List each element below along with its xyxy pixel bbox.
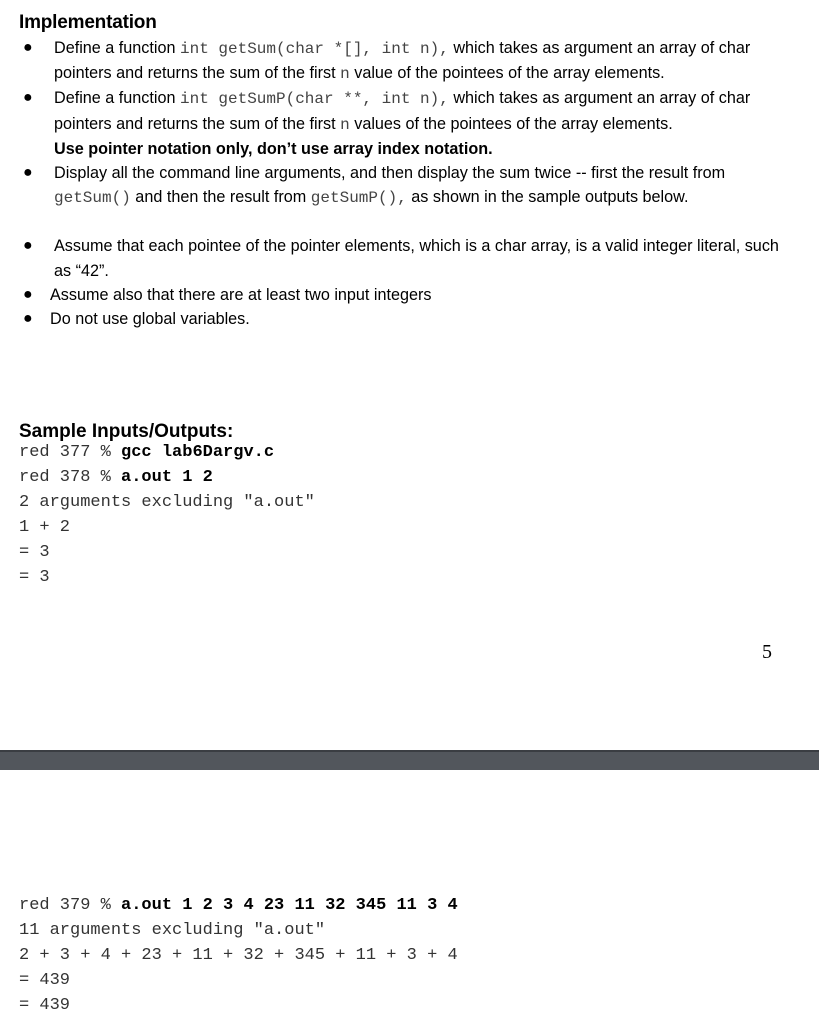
terminal-line: 1 + 2 — [19, 518, 71, 537]
terminal-line: red 379 % a.out 1 2 3 4 23 11 32 345 11 3 4 — [19, 896, 458, 915]
bullet-icon: ● — [23, 237, 33, 255]
terminal-line: = 3 — [19, 543, 50, 562]
list-item: ● Define a function int getSumP(char **, int n), which takes as argument an array of char pointers and returns the sum of the first n values of the pointees of the array elements. Use pointer notation only, don’t use array index notation. — [19, 86, 779, 161]
list-item: ● Display all the command line arguments, and then display the sum twice -- first the result from getSum() and then the result from getSumP(), as shown in the sample outputs below. — [19, 161, 779, 210]
terminal-line: 11 arguments excluding "a.out" — [19, 921, 326, 940]
page-divider — [0, 750, 819, 770]
inline-code: int getSumP(char **, int n), — [179, 90, 449, 109]
inline-code: int getSum(char *[], int n), — [179, 40, 449, 58]
terminal-line: red 378 % a.out 1 2 — [19, 468, 213, 487]
document-page-6 — [0, 770, 819, 1024]
terminal-line: = 439 — [19, 971, 71, 990]
inline-code: getSum() — [54, 189, 131, 208]
terminal-line: 2 + 3 + 4 + 23 + 11 + 32 + 345 + 11 + 3 + 4 — [19, 946, 458, 965]
inline-code: n — [340, 65, 350, 84]
bullet-icon: ● — [23, 310, 33, 328]
list-item: ● Assume that each pointee of the pointer elements, which is a char array, is a valid integer literal, such as “42”. — [19, 234, 779, 282]
inline-code: n — [340, 115, 350, 134]
bullet-icon: ● — [23, 285, 33, 303]
list-item: ● Do not use global variables. — [19, 307, 779, 331]
bullet-icon: ● — [23, 89, 33, 107]
bullet-icon: ● — [23, 39, 33, 56]
terminal-line: red 377 % gcc lab6Dargv.c — [19, 443, 275, 462]
section-heading: Implementation — [19, 12, 157, 33]
bullet-icon: ● — [23, 164, 33, 182]
inline-code: getSumP(), — [310, 189, 407, 208]
requirements-list — [19, 36, 779, 331]
terminal-line: = 3 — [19, 568, 50, 587]
pointer-notation-note: Use pointer notation only, don’t use array index notation. — [54, 139, 493, 158]
list-item: ● Assume also that there are at least two input integers — [19, 283, 779, 307]
spacer — [19, 210, 779, 234]
sample-heading: Sample Inputs/Outputs: — [19, 421, 234, 442]
terminal-line: = 439 — [19, 996, 71, 1015]
page-number: 5 — [762, 641, 772, 663]
list-item: ● Define a function int getSum(char *[], int n), which takes as argument an array of char pointers and returns the sum of the first n value of the pointees of the array elements. — [19, 36, 779, 86]
terminal-line: 2 arguments excluding "a.out" — [19, 493, 315, 512]
